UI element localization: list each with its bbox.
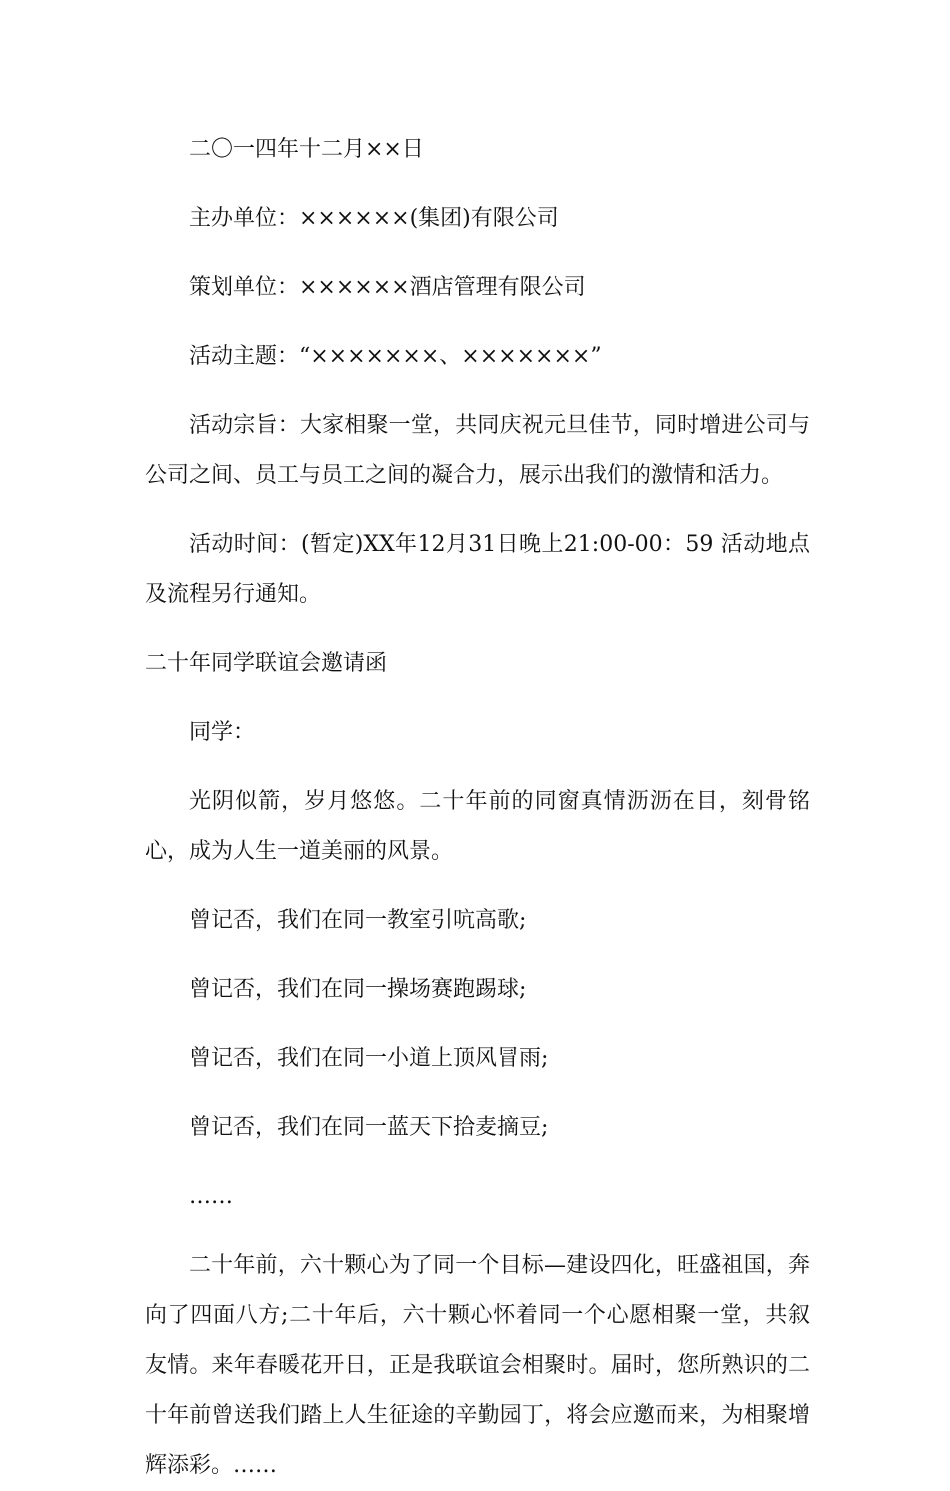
planner-line: 策划单位：××××××酒店管理有限公司	[189, 275, 586, 300]
salutation: 同学：	[189, 720, 256, 745]
purpose-paragraph: 活动宗旨：大家相聚一堂，共同庆祝元旦佳节，同时增进公司与公司之间、员工与员工之间的凝合力，展示出我们的激情和活力。	[145, 413, 810, 488]
ellipsis-line: ……	[189, 1184, 233, 1209]
organizer-line: 主办单位：××××××(集团)有限公司	[189, 206, 559, 231]
memory-line: 曾记否，我们在同一蓝天下拾麦摘豆;	[189, 1115, 549, 1140]
memory-line: 曾记否，我们在同一操场赛跑踢球;	[189, 977, 527, 1002]
closing-paragraph: 二十年前，六十颗心为了同一个目标—建设四化，旺盛祖国，奔向了四面八方;二十年后，六十颗心怀着同一个心愿相聚一堂，共叙友情。来年春暖花开日，正是我联谊会相聚时。届时，您所熟识的二十年前曾送我们踏上人生征途的辛勤园丁，将会应邀而来，为相聚增辉添彩。……	[145, 1253, 810, 1478]
intro-paragraph: 光阴似箭，岁月悠悠。二十年前的同窗真情沥沥在目，刻骨铭心，成为人生一道美丽的风景。	[145, 789, 810, 864]
theme-line: 活动主题：“×××××××、×××××××”	[189, 344, 602, 369]
memory-line: 曾记否，我们在同一小道上顶风冒雨;	[189, 1046, 549, 1071]
time-paragraph: 活动时间：(暂定)XX年12月31日晚上21:00-00：59 活动地点及流程另行通知。	[145, 532, 810, 607]
date-line: 二〇一四年十二月××日	[189, 137, 424, 162]
document-page	[145, 125, 810, 1491]
memory-line: 曾记否，我们在同一教室引吭高歌;	[189, 908, 527, 933]
invitation-title: 二十年同学联谊会邀请函	[145, 651, 388, 676]
